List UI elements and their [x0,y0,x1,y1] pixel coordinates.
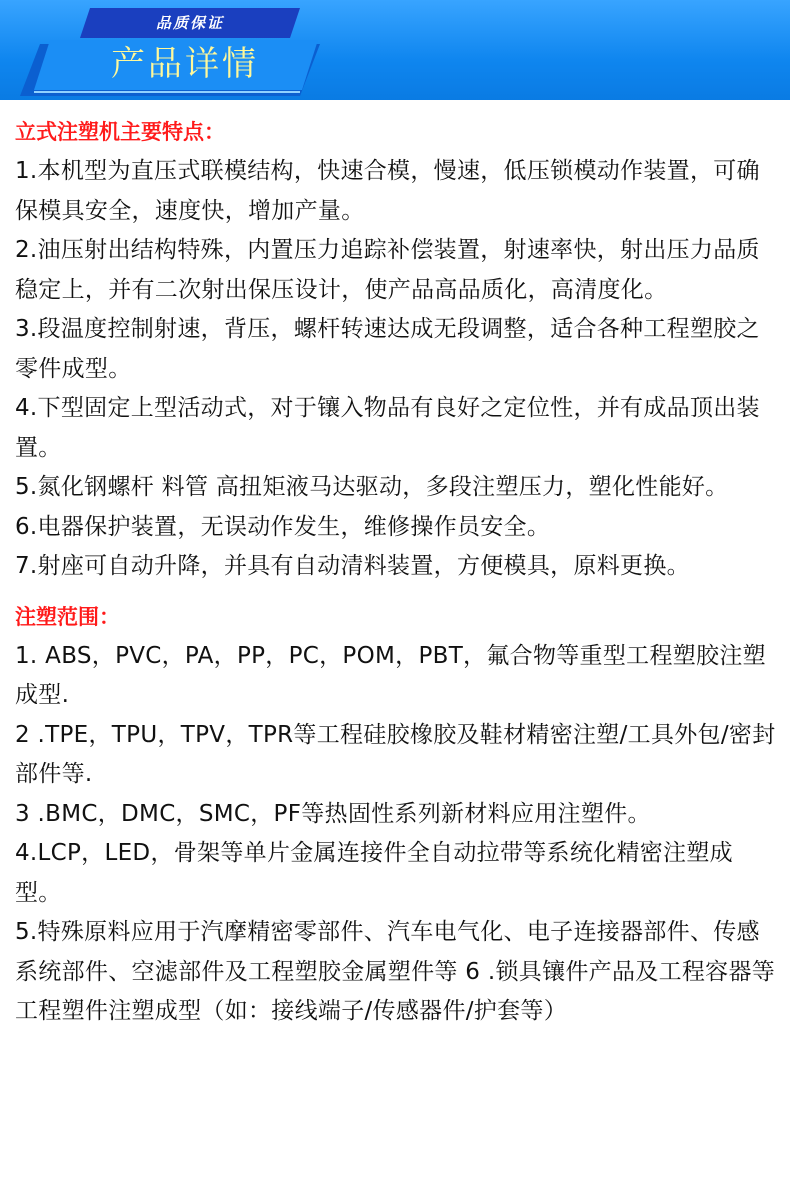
feature-item-1: 1.本机型为直压式联模结构，快速合模，慢速，低压锁模动作装置，可确保模具安全，速度快，增加产量。 [15,158,760,224]
feature-item-5: 5.氮化钢螺杆 料管 高扭矩液马达驱动，多段注塑压力，塑化性能好。 [15,474,729,500]
scope-item-4: 4.LCP，LED，骨架等单片金属连接件全自动拉带等系统化精密注塑成型。 [15,840,733,906]
feature-item-7: 7.射座可自动升降，并具有自动清料装置，方便模具，原料更换。 [15,553,690,579]
feature-item-4: 4.下型固定上型活动式，对于镶入物品有良好之定位性，并有成品顶出装置。 [15,395,760,461]
scope-item-5: 5.特殊原料应用于汽摩精密零部件、汽车电气化、电子连接器部件、传感系统部件、空滤部件及工程塑胶金属塑件等 6 .锁具镶件产品及工程容器等工程塑件注塑成型（如：接线端子/传感器件/护套等） [15,919,776,1024]
header-banner [0,0,790,100]
page-title: 产品详情 [111,44,259,84]
scope-item-1: 1. ABS，PVC，PA，PP，PC，POM，PBT，氟合物等重型工程塑胶注塑成型. [15,642,766,708]
scope-heading: 注塑范围： [15,604,120,629]
scope-item-3: 3 .BMC，DMC，SMC，PF等热固性系列新材料应用注塑件。 [15,800,651,827]
features-heading: 立式注塑机主要特点： [15,120,225,144]
feature-item-3: 3.段温度控制射速，背压，螺杆转速达成无段调整，适合各种工程塑胶之零件成型。 [15,316,760,382]
quality-tag: 品质保证 [155,14,224,32]
section-spacer [15,587,777,597]
scope-item-2: 2 .TPE，TPU，TPV，TPR等工程硅胶橡胶及鞋材精密注塑/工具外包/密封部件等. [15,721,776,787]
content-body [15,112,777,1032]
feature-item-6: 6.电器保护装置，无误动作发生，维修操作员安全。 [15,513,551,540]
feature-item-2: 2.油压射出结构特殊，内置压力追踪补偿装置，射速率快，射出压力品质稳定上，并有二次射出保压设计，使产品高品质化，高清度化。 [15,237,760,303]
